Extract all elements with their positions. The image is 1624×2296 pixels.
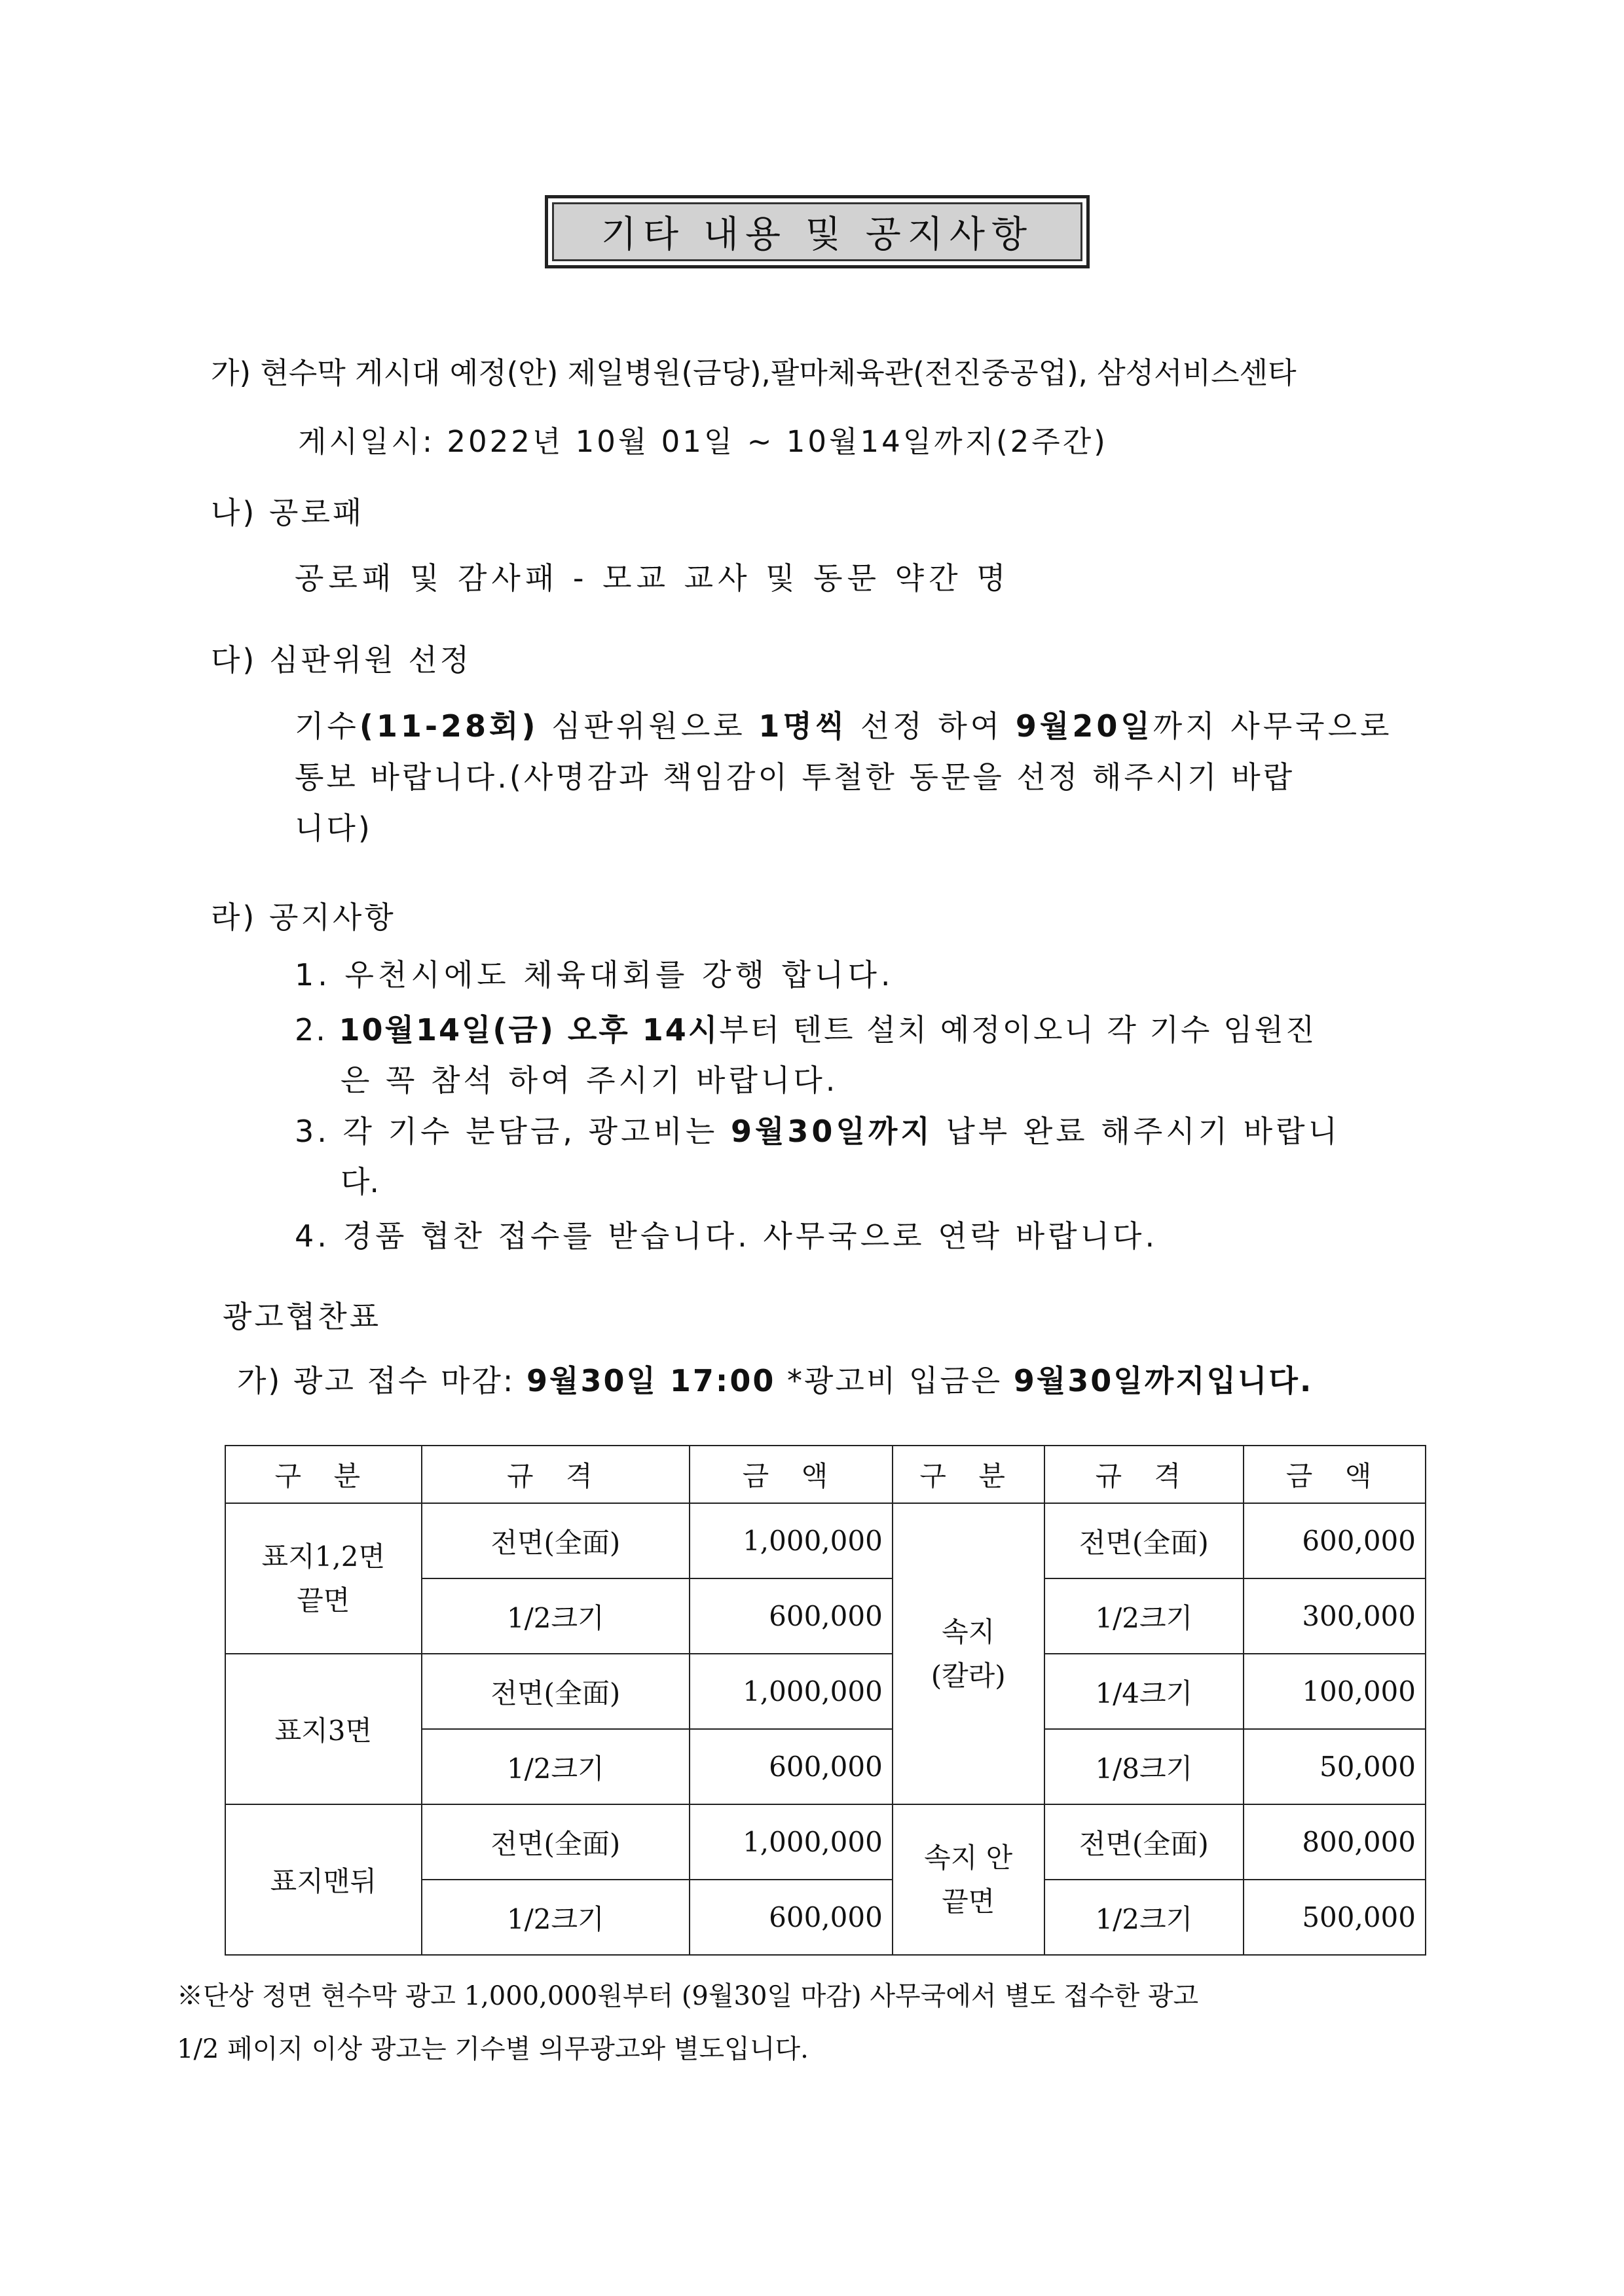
spec-cell: 전면(全面): [1044, 1804, 1244, 1880]
table-row: [225, 1804, 1426, 1880]
notice-item-3-rest: 납부 완료 해주시기 바랍니: [932, 1114, 1341, 1149]
footnote-line2: 1/2 페이지 이상 광고는 기수별 의무광고와 별도입니다.: [177, 2034, 809, 2064]
section-ga-line1: 가) 현수막 게시대 예정(안) 제일병원(금당),팔마체육관(전진중공업), 삼성서비스센타: [211, 355, 1297, 390]
group-cell: 속지 안 끝면: [893, 1804, 1044, 1955]
price-cell: 600,000: [690, 1578, 893, 1654]
section-da-line3: 니다): [295, 811, 373, 846]
header-cell: 구 분: [893, 1446, 1044, 1503]
price-cell: 800,000: [1244, 1804, 1426, 1880]
price-cell: 1,000,000: [690, 1804, 893, 1880]
title-box: [545, 195, 1090, 268]
spec-cell: 전면(全面): [422, 1804, 690, 1880]
ad-deadline: [237, 1363, 1314, 1398]
notice-item-3: [295, 1114, 1341, 1149]
price-cell: 300,000: [1244, 1578, 1426, 1654]
section-na-heading: 나) 공로패: [211, 495, 365, 530]
price-cell: 600,000: [690, 1880, 893, 1955]
price-cell: 50,000: [1244, 1729, 1426, 1804]
notice-item-2-cont: 은 꼭 참석 하여 주시기 바랍니다.: [341, 1063, 839, 1098]
section-na-body: 공로패 및 감사패 - 모교 교사 및 동문 약간 명: [295, 560, 1010, 596]
da-bold-count: 1명씩: [758, 708, 848, 744]
header-cell: 구 분: [225, 1446, 422, 1503]
ad-deadline-b: 9월30일 17:00: [526, 1363, 776, 1398]
notice-item-2-bold: 10월14일(금) 오후 14시: [339, 1012, 720, 1048]
notice-item-2-rest: 부터 텐트 설치 예정이오니 각 기수 임원진: [719, 1012, 1317, 1048]
notice-item-3-bold: 9월30일까지: [730, 1114, 933, 1149]
page-title: 기타 내용 및 공지사항: [600, 213, 1034, 256]
header-cell: 규 격: [422, 1446, 690, 1503]
group-cell: 표지맨뒤: [225, 1804, 422, 1955]
group-cell: 표지3면: [225, 1654, 422, 1804]
section-ga-line2: 게시일시: 2022년 10월 01일 ~ 10월14일까지(2주간): [298, 424, 1108, 459]
header-cell: 규 격: [1044, 1446, 1244, 1503]
price-cell: 1,000,000: [690, 1503, 893, 1578]
notice-item-2-num: 2.: [295, 1012, 339, 1048]
spec-cell: 전면(全面): [422, 1503, 690, 1578]
section-da-line2: 통보 바랍니다.(사명감과 책임감이 투철한 동문을 선정 해주시기 바랍: [295, 759, 1295, 795]
price-cell: 1,000,000: [690, 1654, 893, 1729]
spec-cell: 1/2크기: [422, 1578, 690, 1654]
da-bold-date: 9월20일: [1015, 708, 1153, 744]
section-da-heading: 다) 심판위원 선정: [211, 642, 472, 678]
ad-deadline-a: 가) 광고 접수 마감:: [237, 1363, 526, 1398]
ad-deadline-c: *광고비 입금은: [775, 1363, 1014, 1398]
header-cell: 금 액: [1244, 1446, 1426, 1503]
price-cell: 100,000: [1244, 1654, 1426, 1729]
spec-cell: 1/2크기: [1044, 1880, 1244, 1955]
da-bold-range: (11-28회): [359, 708, 539, 744]
spec-cell: 1/2크기: [422, 1880, 690, 1955]
ad-deadline-d: 9월30일까지입니다.: [1013, 1363, 1314, 1398]
section-da-line1: [295, 708, 1393, 744]
notice-item-3-cont: 다.: [341, 1164, 380, 1199]
ad-price-table: [225, 1445, 1426, 1956]
spec-cell: 1/4크기: [1044, 1654, 1244, 1729]
spec-cell: 1/2크기: [422, 1729, 690, 1804]
notice-item-3-a: 3. 각 기수 분담금, 광고비는: [295, 1114, 731, 1149]
group-cell: 속지 (칼라): [893, 1503, 1044, 1804]
price-cell: 500,000: [1244, 1880, 1426, 1955]
notice-item-2: [295, 1012, 1317, 1048]
spec-cell: 전면(全面): [422, 1654, 690, 1729]
section-ra-heading: 라) 공지사항: [211, 900, 396, 935]
group-cell: 표지1,2면 끝면: [225, 1503, 422, 1654]
spec-cell: 전면(全面): [1044, 1503, 1244, 1578]
header-cell: 금 액: [690, 1446, 893, 1503]
ad-table-heading: 광고협찬표: [223, 1299, 382, 1334]
spec-cell: 1/8크기: [1044, 1729, 1244, 1804]
spec-cell: 1/2크기: [1044, 1578, 1244, 1654]
table-row: [225, 1654, 1426, 1729]
da-text: 까지 사무국으로: [1153, 708, 1393, 744]
da-text: 기수: [295, 708, 360, 744]
table-row: [225, 1503, 1426, 1578]
notice-item-4: 4. 경품 협찬 접수를 받습니다. 사무국으로 연락 바랍니다.: [295, 1218, 1158, 1254]
price-cell: 600,000: [690, 1729, 893, 1804]
table-header-row: [225, 1446, 1426, 1503]
footnote-line1: ※단상 정면 현수막 광고 1,000,000원부터 (9월30일 마감) 사무국에서 별도 접수한 광고: [177, 1981, 1199, 2011]
price-cell: 600,000: [1244, 1503, 1426, 1578]
da-text: 심판위원으로: [538, 708, 759, 744]
da-text: 선정 하여: [847, 708, 1016, 744]
notice-item-1: 1. 우천시에도 체육대회를 강행 합니다.: [295, 957, 895, 993]
